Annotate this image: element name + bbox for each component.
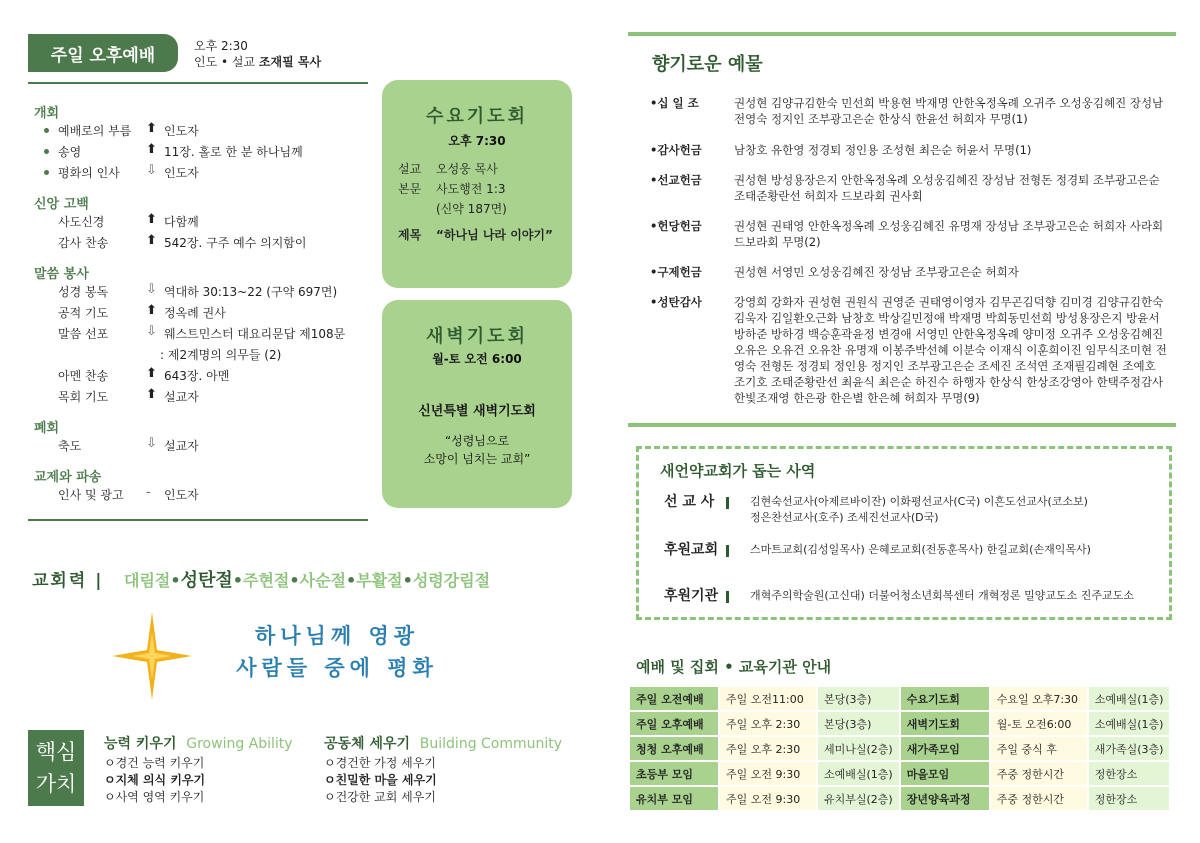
order-item [44,367,374,385]
order-item-value: 인도자 [164,124,199,138]
dawn-prayer-box [382,300,572,508]
mission-category: 후원기관 [664,588,719,604]
guide-cell: 주중 정한시간 [991,762,1087,785]
order-item-value: : 제2계명의 의무들 (2) [160,348,282,362]
divider [628,423,1176,427]
guide-row [630,687,1169,710]
order-item-label: 목회 기도 [58,390,109,404]
order-item-label: 인사 및 광고 [58,488,124,502]
core-item: ㅇ경건 능력 키우기 [104,756,205,770]
wednesday-row-value: 오성웅 목사 [436,162,498,176]
mission-category: 후원교회 [664,542,719,558]
guide-cell: 수요기도회 [901,687,989,710]
order-item [44,122,374,140]
guide-cell: 새벽기도회 [901,712,989,735]
sit-arrow-icon: ⇩ [146,282,157,297]
missions-frame-top [636,446,1172,449]
order-item-value: 인도자 [164,166,199,180]
wednesday-row-key: 설교 [398,162,422,176]
guide-cell: 정한장소 [1089,762,1170,785]
calendar-season: 부활절 [356,571,403,590]
sit-arrow-icon: ⇩ [146,163,157,178]
order-item-label: 감사 찬송 [58,236,109,250]
order-item [44,346,374,364]
offering-names: 권성현 서영민 오성웅김혜진 장성남 조부광고은순 허희자 [734,265,1019,279]
offering-names: 권성현 김양규김한숙 민선희 박용현 박재명 안한옥정옥례 오귀주 오성웅김혜진 장성남 전영숙 정지인 조부광고은순 한상식 한윤선 허희자 무명(1) [734,96,1164,126]
offering-category: •십 일 조 [650,96,699,110]
guide-cell: 소예배실(1층) [818,762,899,785]
order-item-label: 예배로의 부름 [58,124,132,138]
order-item [44,234,374,252]
stand-arrow-icon: ⬆ [146,387,157,402]
order-item [44,164,374,182]
wednesday-row-key: 제목 [398,228,422,242]
bullet-icon [44,128,49,133]
order-item-label: 축도 [58,439,82,453]
order-item-value: 인도자 [164,488,199,502]
offering-category: •구제헌금 [650,265,702,279]
order-section-heading: 개회 [34,106,60,121]
wednesday-row-value: (신약 187면) [436,202,507,216]
guide-cell: 주일 오후예배 [630,712,718,735]
core-item: ㅇ지체 의식 키우기 [104,773,206,787]
guide-cell: 주일 오전 9:30 [720,762,816,785]
bullet-icon [44,170,49,175]
sunday-pm-title: 주일 오후예배 [28,34,178,72]
offering-names: 남창호 유한영 정경퇴 정인용 조성현 최은순 허윤서 무명(1) [734,143,1032,157]
missions-title: 새언약교회가 돕는 사역 [660,462,816,480]
order-item-value: 다함께 [164,215,199,229]
star-icon [112,612,192,700]
dawn-quote-1: “성령님으로 [444,434,510,448]
offering-names: 강영희 강화자 권성현 권원식 권영준 권태영이영자 김무곤김덕향 김미경 김양규김한숙 김욱자 김일환오근화 남창호 박상길민정애 박재명 박희동민선희 방성용장은지 방윤서 방하준 방하경 백승훈곽윤정 변경애 서영민 안한옥정옥례 양미정 오귀주 오성웅김혜진 오유은 오유건 오유찬 유명재 이봉주박선혜 이분숙 이재식 이훈희이진 임무식조미현 전영숙 전형돈 정경퇴 정인용 정지인 조부광고은순 조세진 조석연 조재필김례현 조예호 조기호 조태준황란선 최윤식 최은순 하진수 하행자 한상식 한상조강영아 한택주정감사 한빛조재영 한은광 한은별 한은혜 허희자 무명(9) [734,295,1167,405]
offering-category: •선교헌금 [650,173,702,187]
wednesday-prayer-box [382,80,572,288]
offering-category: •감사헌금 [650,143,702,157]
dawn-time: 월-토 오전 6:00 [432,352,522,366]
order-item [44,388,374,406]
guide-cell: 청청 오후예배 [630,737,718,760]
order-item-value: 542장. 구주 예수 의지함이 [164,236,307,250]
guide-row [630,787,1169,810]
order-item [44,143,374,161]
core-item: ㅇ경건한 가정 세우기 [324,756,436,770]
mission-list [750,494,1088,526]
guide-cell: 초등부 모임 [630,762,718,785]
order-item [44,213,374,231]
order-item-label: 아멘 찬송 [58,369,109,383]
calendar-season: 사순절 [299,571,346,590]
order-section-heading: 말씀 봉사 [34,267,89,282]
divider [628,32,1176,36]
guide-title: 예배 및 집회 • 교육기관 안내 [636,658,832,676]
calendar-bullet: • [232,571,244,590]
guide-cell: 마을모임 [901,762,989,785]
mission-category: 선 교 사 [664,494,715,510]
guide-cell: 소예배실(1층) [1089,712,1170,735]
order-item-label: 공적 기도 [58,306,109,320]
guide-cell: 새가족실(3층) [1089,737,1170,760]
guide-cell: 유치부 모임 [630,787,718,810]
order-item [44,283,374,301]
core-item: ㅇ친밀한 마을 세우기 [324,773,437,787]
order-item-label: 송영 [58,145,82,159]
guide-cell: 주중 정한시간 [991,787,1087,810]
offering-names: 권성현 방성용장은지 안한옥정옥례 오성웅김혜진 장성남 전형돈 정경퇴 조부광고은순 조태준황란선 허희자 드보라회 권사회 [734,173,1160,203]
core-item: ㅇ사역 영역 키우기 [104,790,205,804]
order-item-label: 평화의 인사 [58,166,120,180]
order-section-heading: 교제와 파송 [34,470,102,485]
calendar-bullet: • [170,571,181,590]
sit-arrow-icon: ⇩ [146,436,157,451]
motto [212,620,462,684]
stand-arrow-icon: ⬆ [146,212,157,227]
guide-row [630,712,1169,735]
guide-cell: 새가족모임 [901,737,989,760]
calendar-bullet: • [346,571,357,590]
order-item-value: 웨스트민스터 대요리문답 제108문 [164,327,346,341]
order-item-label: 성경 봉독 [58,285,109,299]
stand-arrow-icon: ⬆ [146,142,157,157]
core-values-community: 공동체 세우기 Building Community ㅇ경건한 가정 세우기 ㅇ친밀한 마을 세우기 ㅇ건강한 교회 세우기 [324,736,563,804]
guide-cell: 정한장소 [1089,787,1170,810]
guide-cell: 수요일 오후7:30 [991,687,1087,710]
mission-line: 스마트교회(김성일목사) 은혜로교회(전동훈목사) 한길교회(손재익목사) [750,543,1091,556]
guide-cell: 주일 오전11:00 [720,687,816,710]
bar-mark [726,497,729,509]
order-item-value: 643장. 아멘 [164,369,230,383]
divider [28,519,368,521]
offering-category: •성탄감사 [650,295,702,309]
wednesday-row-value: “하나님 나라 이야기” [436,228,553,242]
stand-arrow-icon: ⬆ [146,233,157,248]
mission-line: 개혁주의학술원(고신대) 더불어청소년회복센터 개혁정론 밀양교도소 진주교도소 [750,589,1134,602]
motto-line-1: 하나님께 영광 [254,624,420,648]
stand-arrow-icon: ⬆ [146,303,157,318]
guide-cell: 주일 오후 2:30 [720,712,816,735]
stand-arrow-icon: ⬆ [146,366,157,381]
core-values-ability: 능력 키우기 Growing Ability ㅇ경건 능력 키우기 ㅇ지체 의식 키우기 ㅇ사역 영역 키우기 [104,736,293,804]
wednesday-row-key: 본문 [398,182,422,196]
guide-cell: 소예배실(1층) [1089,687,1170,710]
guide-cell: 월-토 오전6:00 [991,712,1087,735]
divider [28,82,368,84]
guide-table [628,685,1171,812]
mission-list [750,588,1134,604]
guide-cell: 본당(3층) [818,687,899,710]
calendar-season: 주현절 [243,571,290,590]
bar-mark [726,545,729,557]
order-item [44,304,374,322]
church-calendar-label: 교회력 | [32,571,104,591]
order-item-label: 사도신경 [58,215,105,229]
order-item [44,325,374,343]
sunday-pm-leader: 인도 • 설교 [194,55,256,69]
dash-mark: - [146,485,151,500]
core-item: ㅇ건강한 교회 세우기 [324,790,436,804]
guide-cell: 주일 오후 2:30 [720,737,816,760]
order-section-heading: 폐회 [34,421,60,436]
guide-cell: 주일 오전 9:30 [720,787,816,810]
church-calendar-seasons [124,566,490,592]
dawn-special: 신년특별 새벽기도회 [418,404,536,419]
sunday-pm-meta [194,38,321,70]
order-item-value: 11장. 홀로 한 분 하나님께 [164,145,303,159]
mission-line: 정은찬선교사(호주) 조세진선교사(D국) [750,511,939,524]
offering-names: 권성현 권태영 안한옥정옥례 오성웅김혜진 유명재 장성남 조부광고은순 허희자 사라회 드보라회 무명(2) [734,219,1164,249]
calendar-bullet: • [289,571,300,590]
order-item-value: 설교자 [164,390,199,404]
guide-cell: 장년양육과정 [901,787,989,810]
offering-category: •헌당헌금 [650,219,702,233]
wednesday-time: 오후 7:30 [448,134,506,148]
order-item [44,486,374,504]
calendar-season: 성탄절 [180,570,233,591]
wednesday-title: 수요기도회 [426,106,528,127]
guide-row [630,737,1169,760]
sit-arrow-icon: ⇩ [146,324,157,339]
order-item [44,437,374,455]
guide-cell: 유치부실(2층) [818,787,899,810]
order-item-value: 역대하 30:13~22 (구약 697면) [164,285,338,299]
dawn-quote-2: 소망이 넘치는 교회” [423,452,531,466]
guide-cell: 본당(3층) [818,712,899,735]
calendar-season: 대림절 [124,571,171,590]
sunday-pm-preacher: 조재필 목사 [258,55,322,69]
order-item-value: 설교자 [164,439,199,453]
calendar-season: 성령강림절 [412,571,491,590]
bar-mark [726,591,729,603]
guide-cell: 세미나실(2층) [818,737,899,760]
mission-list [750,542,1091,558]
sunday-pm-time: 오후 2:30 [194,39,248,53]
dawn-title: 새벽기도회 [426,326,528,347]
stand-arrow-icon: ⬆ [146,121,157,136]
core-values-label: 핵심 가치 [28,730,84,806]
offerings-title: 향기로운 예물 [652,54,763,75]
guide-row [630,762,1169,785]
bullet-icon [44,149,49,154]
order-item-value: 정옥례 권사 [164,306,226,320]
order-section-heading: 신앙 고백 [34,197,89,212]
calendar-bullet: • [402,571,413,590]
guide-cell: 주일 오전예배 [630,687,718,710]
wednesday-row-value: 사도행전 1:3 [436,182,506,196]
motto-line-2: 사람들 중에 평화 [236,656,438,680]
guide-cell: 주일 중식 후 [991,737,1087,760]
mission-line: 김현숙선교사(아제르바이잔) 이화평선교사(C국) 이흔도선교사(코소보) [750,495,1088,508]
order-item-label: 말씀 선포 [58,327,109,341]
